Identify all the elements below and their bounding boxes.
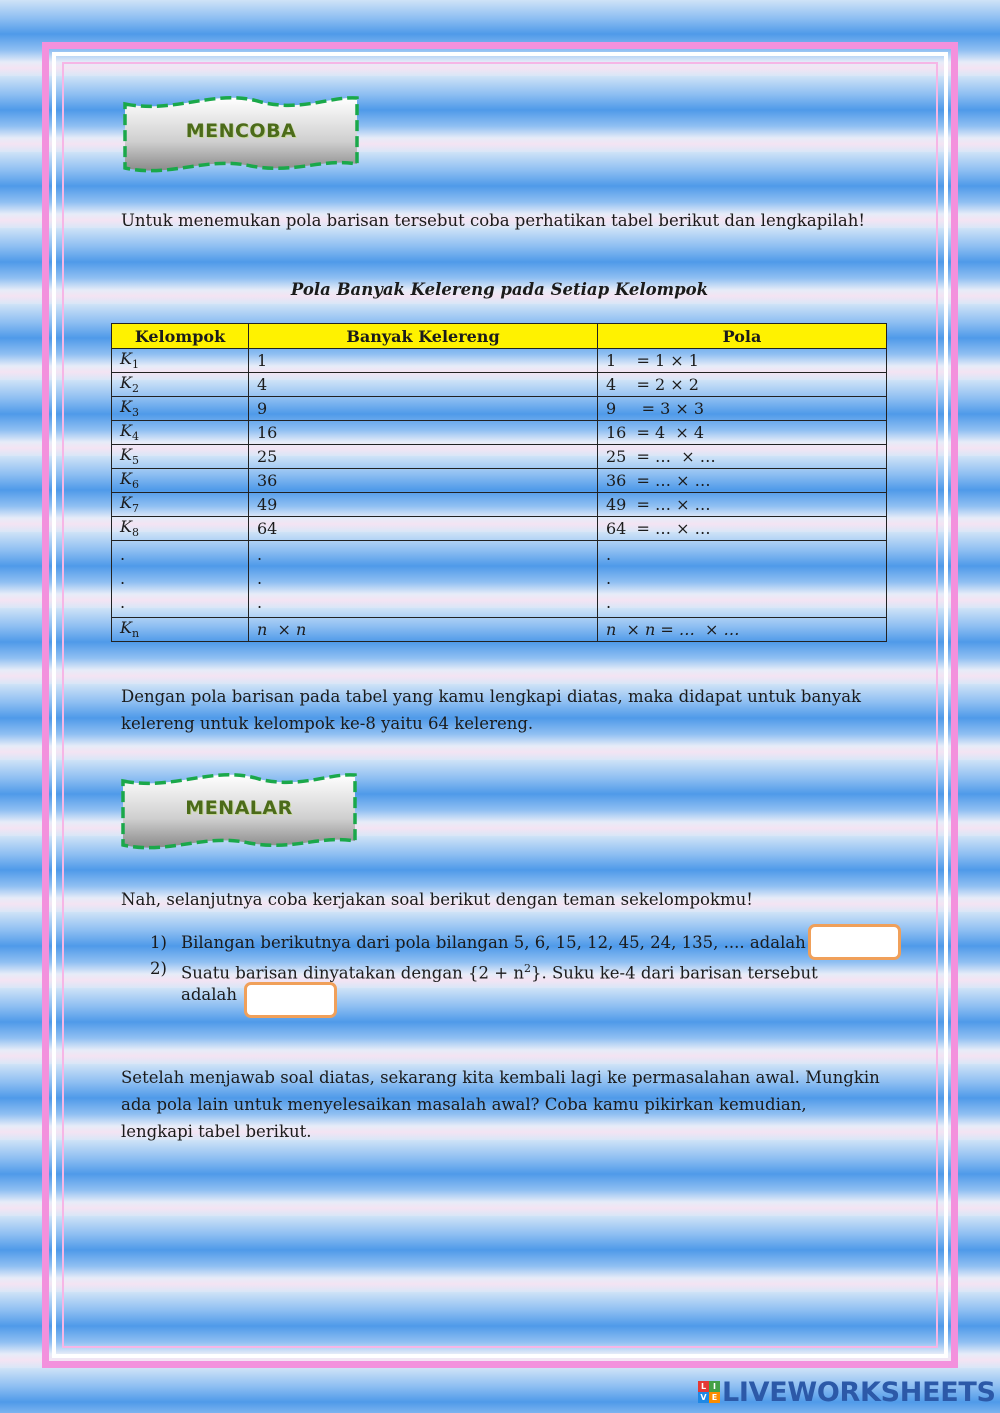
answer-input-2[interactable] bbox=[244, 982, 337, 1018]
menalar-title: MENALAR bbox=[185, 797, 293, 819]
question-number: 2) bbox=[150, 959, 167, 978]
row-value: 9 bbox=[249, 397, 598, 421]
row-value: 49 bbox=[249, 493, 598, 517]
table-row bbox=[112, 421, 887, 445]
conclusion-paragraph: Dengan pola barisan pada tabel yang kamu lengkapi diatas, maka didapat untuk banyak kelereng untuk kelompok ke-8 yaitu 64 kelereng. bbox=[121, 687, 862, 733]
liveworksheets-logo bbox=[698, 1376, 996, 1408]
row-kelompok: $K_7$ bbox=[112, 493, 249, 517]
question-text: Bilangan berikutnya dari pola bilangan 5, 6, 15, 12, 45, 24, 135, .... adalah bbox=[181, 933, 806, 952]
row-value: 25 bbox=[249, 445, 598, 469]
row-kelompok: $K_2$ bbox=[112, 373, 249, 397]
answer-input-1[interactable] bbox=[808, 924, 901, 960]
row-value: n × n bbox=[249, 618, 598, 642]
ellipsis-cell: . . . bbox=[598, 541, 887, 618]
question-number: 1) bbox=[150, 933, 167, 952]
row-value: 16 bbox=[249, 421, 598, 445]
live-badge-icon: L I V E bbox=[698, 1381, 720, 1403]
menalar-label bbox=[119, 771, 359, 853]
row-pola: n × n = … × … bbox=[598, 618, 887, 642]
table-title: Pola Banyak Kelereng pada Setiap Kelompok bbox=[290, 280, 709, 299]
table-row bbox=[112, 493, 887, 517]
table-row bbox=[112, 373, 887, 397]
row-value: 1 bbox=[249, 349, 598, 373]
table-row bbox=[112, 349, 887, 373]
table-row bbox=[112, 469, 887, 493]
row-pola: 16 = 4 × 4 bbox=[598, 421, 887, 445]
closing-paragraph: Setelah menjawab soal diatas, sekarang kita kembali lagi ke permasalahan awal. Mungkin ada pola lain untuk menyelesaikan masalah awal? Coba kamu pikirkan kemudian, lengkapi tabel berikut. bbox=[121, 1068, 880, 1141]
row-kelompok: $K_1$ bbox=[112, 349, 249, 373]
row-value: 4 bbox=[249, 373, 598, 397]
table-row-general bbox=[112, 618, 887, 642]
pattern-table bbox=[111, 323, 887, 642]
row-kelompok: $K_6$ bbox=[112, 469, 249, 493]
table-row bbox=[112, 517, 887, 541]
logo-text: LIVEWORKSHEETS bbox=[722, 1376, 996, 1408]
row-value: 64 bbox=[249, 517, 598, 541]
question-1 bbox=[150, 930, 870, 956]
instruction-paragraph: Nah, selanjutnya coba kerjakan soal berikut dengan teman sekelompokmu! bbox=[121, 890, 753, 909]
table-row bbox=[112, 397, 887, 421]
question-text: adalah bbox=[181, 985, 237, 1004]
table-row bbox=[112, 445, 887, 469]
row-pola: 64 = … × … bbox=[598, 517, 887, 541]
table-header-row bbox=[112, 324, 887, 349]
row-value: 36 bbox=[249, 469, 598, 493]
mencoba-title: MENCOBA bbox=[185, 120, 297, 142]
row-pola: 25 = … × … bbox=[598, 445, 887, 469]
row-pola: 1 = 1 × 1 bbox=[598, 349, 887, 373]
row-pola: 4 = 2 × 2 bbox=[598, 373, 887, 397]
question-2 bbox=[150, 956, 870, 982]
ellipsis-cell: . . . bbox=[249, 541, 598, 618]
header-pola: Pola bbox=[598, 324, 887, 349]
row-kelompok: $K_8$ bbox=[112, 517, 249, 541]
row-kelompok: $K_3$ bbox=[112, 397, 249, 421]
row-pola: 49 = … × … bbox=[598, 493, 887, 517]
mencoba-label bbox=[121, 94, 361, 176]
question-text: Suatu barisan dinyatakan dengan $\{2 + n^2\}$. Suku ke-4 dari barisan tersebut bbox=[181, 962, 818, 983]
row-kelompok: $K_5$ bbox=[112, 445, 249, 469]
table-row-ellipsis bbox=[112, 541, 887, 618]
row-pola: 9 = 3 × 3 bbox=[598, 397, 887, 421]
ellipsis-cell: . . . bbox=[112, 541, 249, 618]
header-banyak-kelereng: Banyak Kelereng bbox=[249, 324, 598, 349]
intro-paragraph: Untuk menemukan pola barisan tersebut coba perhatikan tabel berikut dan lengkapilah! bbox=[121, 211, 865, 230]
row-pola: 36 = … × … bbox=[598, 469, 887, 493]
row-kelompok: $K_n$ bbox=[112, 618, 249, 642]
row-kelompok: $K_4$ bbox=[112, 421, 249, 445]
header-kelompok: Kelompok bbox=[112, 324, 249, 349]
